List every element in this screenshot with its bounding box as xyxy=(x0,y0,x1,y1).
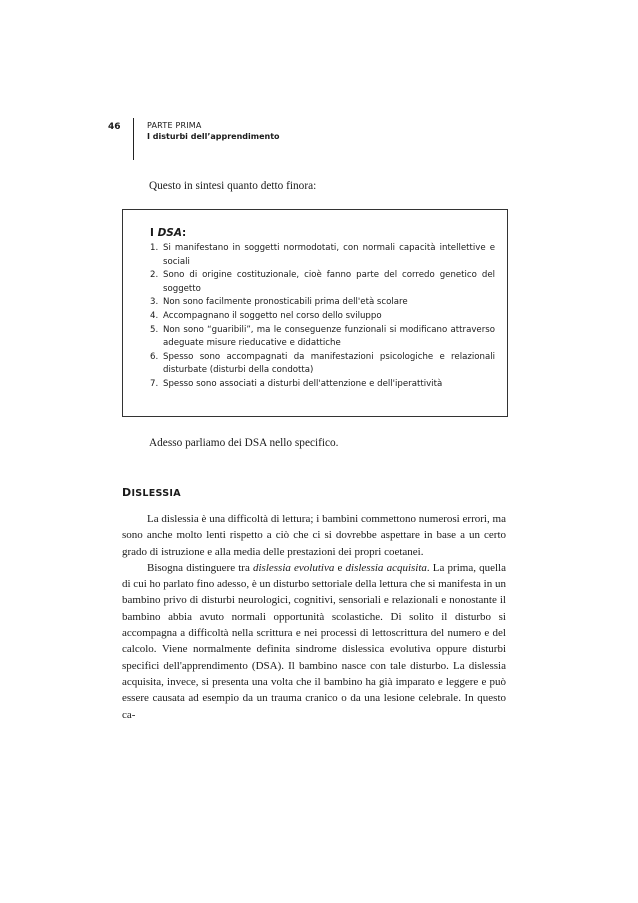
paragraph-2-start: Bisogna distinguere tra xyxy=(147,561,253,574)
list-item-number: 4. xyxy=(150,310,159,321)
list-item xyxy=(150,378,495,392)
term-dislessia-evolutiva: dislessia evolutiva xyxy=(252,561,335,574)
list-item-text: Spesso sono accompagnati da manifestazioni psicologiche e relazionali disturbate (disturbi della condotta) xyxy=(163,351,495,376)
paragraph-2-conjunction: e xyxy=(334,561,346,574)
list-item-text: Non sono facilmente pronosticabili prima dell'età scolare xyxy=(163,297,408,308)
list-item xyxy=(150,296,495,310)
list-item-number: 6. xyxy=(150,351,159,362)
summary-box-title-prefix: I xyxy=(150,227,158,239)
paragraph-2 xyxy=(122,560,506,723)
section-heading-rest: ISLESSIA xyxy=(131,488,181,499)
part-subtitle: I disturbi dell’apprendimento xyxy=(147,132,280,141)
intro-sentence: Questo in sintesi quanto detto finora: xyxy=(149,180,317,192)
summary-box-title-abbr: DSA xyxy=(157,227,182,239)
list-item-number: 1. xyxy=(150,243,159,253)
list-item-text: Si manifestano in soggetti normodotati, con normali capacità intellettive e sociali xyxy=(163,243,495,267)
header-divider xyxy=(133,118,134,160)
list-item xyxy=(150,324,495,351)
part-label: PARTE PRIMA xyxy=(147,121,202,130)
page-number: 46 xyxy=(108,122,121,132)
list-item xyxy=(150,310,495,324)
term-dislessia-acquisita: dislessia acquisita xyxy=(345,561,427,574)
summary-box-title-suffix: : xyxy=(181,227,187,239)
list-item xyxy=(150,351,495,378)
list-item-text: Non sono “guaribili”, ma le conseguenze funzionali si modificano attraverso adeguate misure rieducative e didattiche xyxy=(163,324,495,349)
summary-box xyxy=(122,209,508,417)
list-item-number: 2. xyxy=(150,270,159,281)
transition-sentence: Adesso parliamo dei DSA nello specifico. xyxy=(149,437,339,449)
list-item xyxy=(150,269,495,296)
summary-box-title xyxy=(150,227,186,239)
list-item-text: Accompagnano il soggetto nel corso dello sviluppo xyxy=(163,310,382,321)
list-item-number: 3. xyxy=(150,297,159,308)
paragraph-2-rest: . La prima, quella di cui ho parlato fino adesso, è un disturbo settoriale della lettura che si manifesta in un bambino privo di disturbi neurologici, cognitivi, sensoriali e relazionali e nonostante il bambino abbia avuto normali opportunità scolastiche. Di solito il disturbo si accompagna a difficoltà nella scrittura e nei processi di lettoscrittura del numero e del calcolo. Viene normalmente definita sindrome dislessica evolutiva oppure disturbi specifici dell'apprendimento (DSA). Il bambino nasce con tale disturbo. La dislessia acquisita, invece, si presenta una volta che il bambino ha già imparato e leggere e può essere causata ad esempio da un trauma cranico o da una lesione celebrale. In questo ca- xyxy=(122,561,506,721)
list-item-text: Sono di origine costituzionale, cioè fanno parte del corredo genetico del soggetto xyxy=(163,270,495,294)
paragraph-1: La dislessia è una difficoltà di lettura; i bambini commettono numerosi errori, ma sono anche molto lenti rispetto a ciò che ci si dovrebbe aspettare in base a un certo grado di istruzione e alla media delle prestazioni dei propri coetanei. xyxy=(122,513,506,558)
summary-list xyxy=(150,242,495,392)
list-item-number: 7. xyxy=(150,378,159,389)
list-item-number: 5. xyxy=(150,324,159,335)
section-heading-cap: D xyxy=(122,486,132,499)
list-item-text: Spesso sono associati a disturbi dell'attenzione e dell'iperattività xyxy=(163,378,443,389)
list-item xyxy=(150,242,495,269)
section-heading xyxy=(122,486,181,499)
body-text xyxy=(122,511,506,723)
